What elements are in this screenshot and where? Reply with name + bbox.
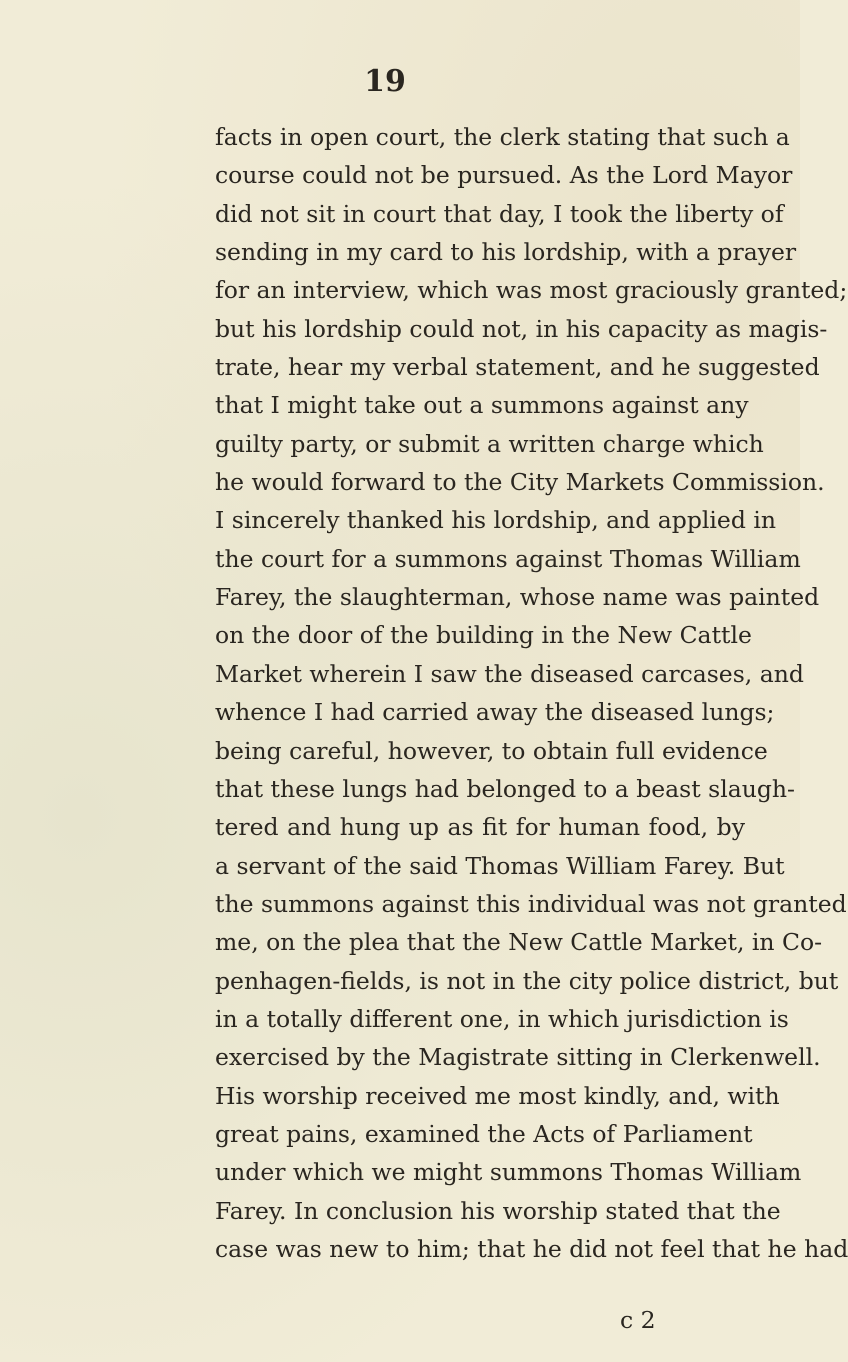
text-line: facts in open court, the clerk stating that such a: [215, 123, 790, 151]
text-line: Farey, the slaughterman, whose name was painted: [215, 583, 820, 612]
text-line: trate, hear my verbal statement, and he suggested: [215, 353, 820, 382]
text-line: the court for a summons against Thomas William: [215, 544, 801, 573]
body-text: [215, 118, 848, 1268]
signature-mark: c 2: [620, 1306, 656, 1334]
text-line: sending in my card to his lordship, with a prayer: [215, 238, 797, 267]
text-line: in a totally different one, in which jurisdiction is: [215, 1004, 789, 1033]
text-line: that these lungs had belonged to a beast slaugh-: [215, 774, 795, 803]
text-line: being careful, however, to obtain full evidence: [215, 736, 768, 765]
text-line: tered and hung up as fit for human food, by: [215, 813, 745, 842]
text-line: but his lordship could not, in his capacity as magis-: [215, 314, 828, 343]
text-line: a servant of the said Thomas William Farey. But: [215, 851, 785, 880]
text-line: Farey. In conclusion his worship stated that the: [215, 1196, 781, 1225]
text-line: exercised by the Magistrate sitting in Clerkenwell.: [215, 1043, 821, 1072]
text-line: His worship received me most kindly, and, with: [215, 1081, 780, 1110]
text-line: he would forward to the City Markets Commission.: [215, 468, 825, 497]
text-line: case was new to him; that he did not feel that he had: [215, 1234, 848, 1263]
text-line: course could not be pursued. As the Lord Mayor: [215, 161, 793, 190]
text-line: whence I had carried away the diseased lungs;: [215, 698, 775, 727]
text-line: guilty party, or submit a written charge which: [215, 429, 764, 458]
text-line: the summons against this individual was not granted: [215, 889, 847, 918]
text-line: that I might take out a summons against any: [215, 391, 749, 420]
page-number: 19: [364, 64, 406, 99]
text-line: penhagen-fields, is not in the city police district, but: [215, 966, 839, 995]
text-line: did not sit in court that day, I took the liberty of: [215, 199, 784, 228]
text-line: for an interview, which was most graciously granted;: [215, 276, 848, 305]
text-line: me, on the plea that the New Cattle Market, in Co-: [215, 928, 823, 957]
text-line: great pains, examined the Acts of Parliament: [215, 1119, 753, 1148]
text-line: under which we might summons Thomas William: [215, 1158, 802, 1187]
text-line: Market wherein I saw the diseased carcases, and: [215, 659, 804, 688]
text-line: I sincerely thanked his lordship, and applied in: [215, 506, 776, 535]
text-line: on the door of the building in the New Cattle: [215, 621, 752, 650]
